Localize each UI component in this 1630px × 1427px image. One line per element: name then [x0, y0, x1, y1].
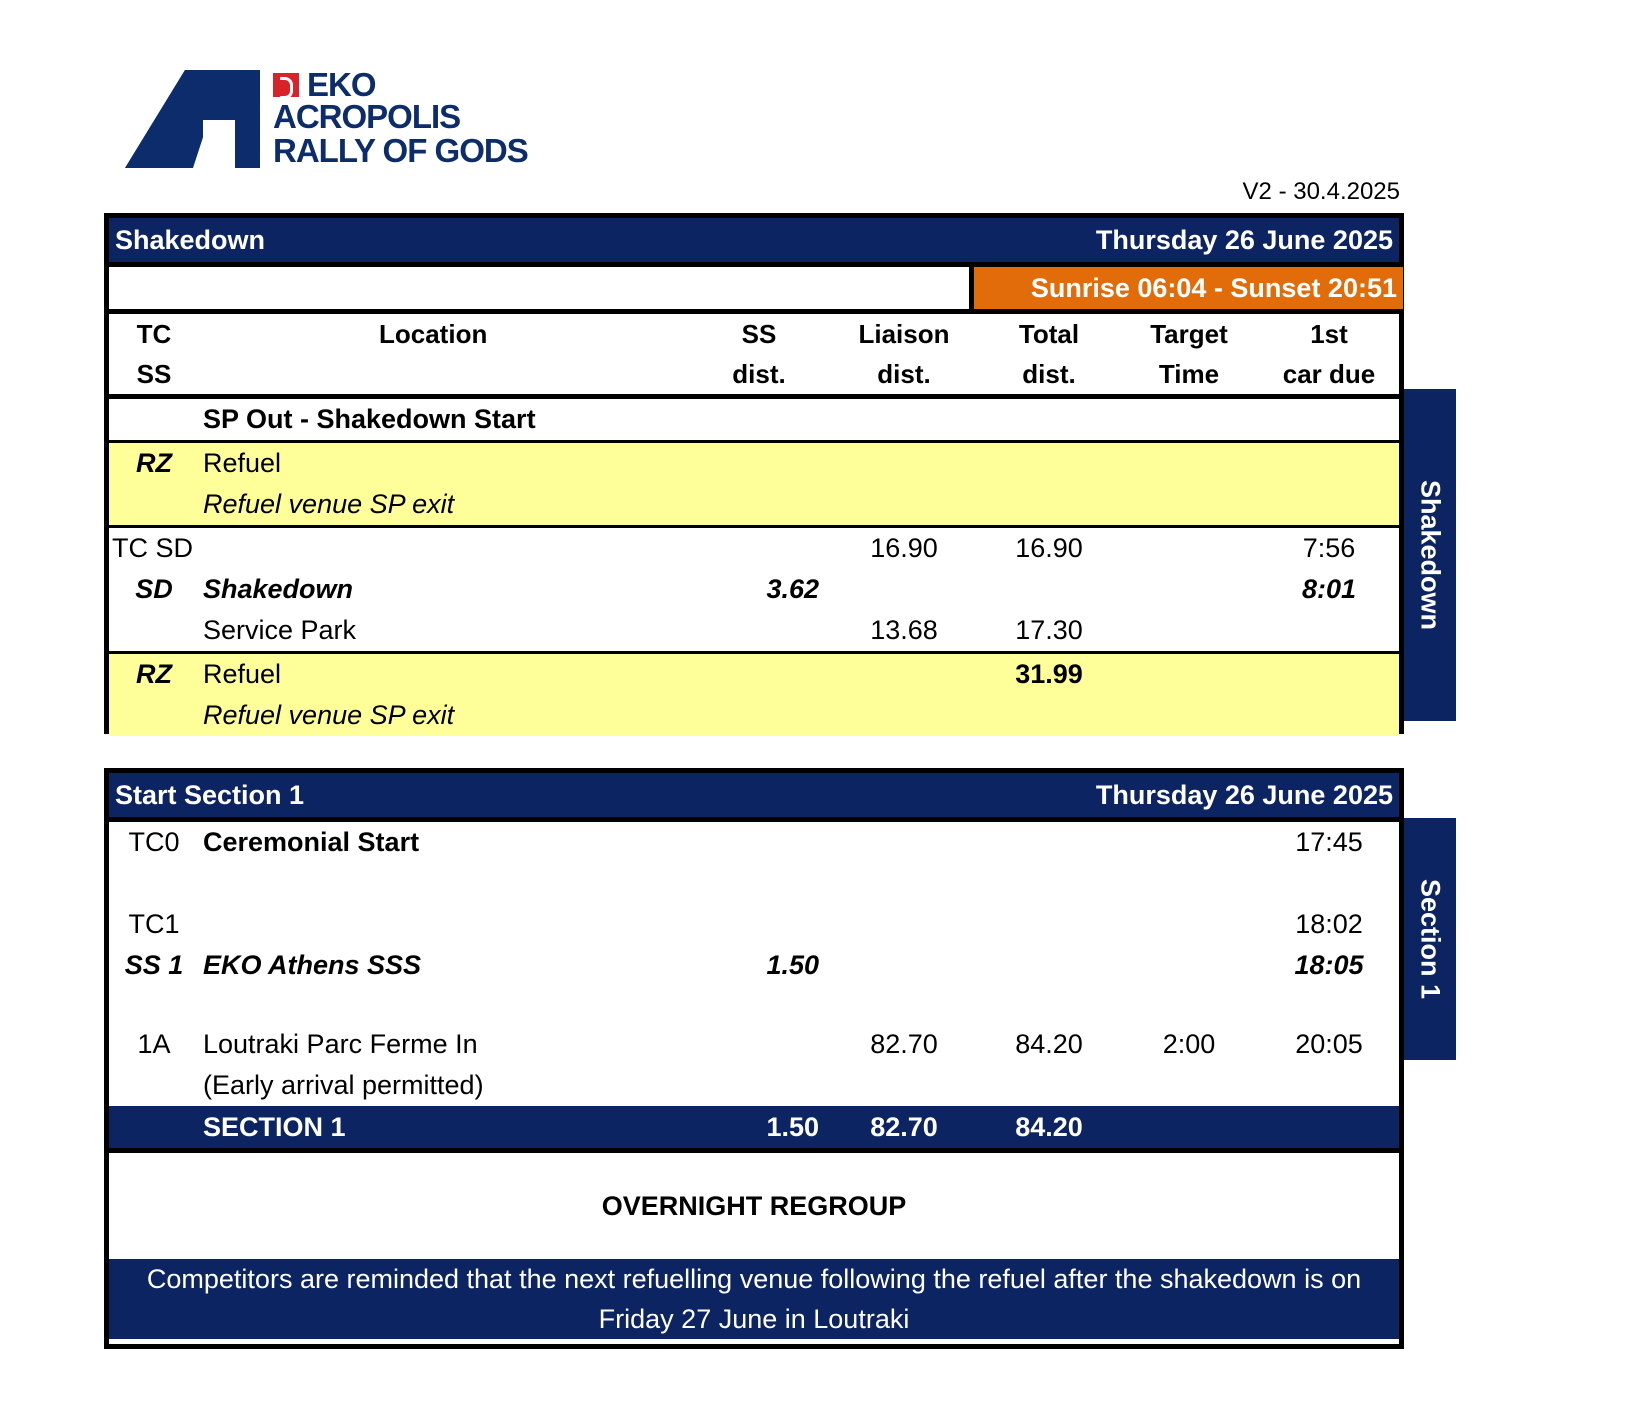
col-liaison-1: Liaison: [858, 319, 950, 349]
col-total-1: Total: [1018, 319, 1080, 349]
refuel-row: [109, 651, 1399, 736]
row-tc: TC0: [128, 827, 180, 857]
row-note: Refuel venue SP exit: [203, 700, 455, 730]
row-note: Refuel venue SP exit: [203, 489, 455, 519]
col-location: Location: [379, 319, 488, 349]
version-label: V2 - 30.4.2025: [1242, 178, 1400, 205]
row-tc: RZ: [136, 659, 172, 689]
row-tc: SS 1: [124, 950, 184, 980]
side-tab-shakedown: Shakedown: [1404, 389, 1456, 721]
row-total: 84.20: [1015, 1029, 1083, 1059]
table-row: [109, 822, 1399, 863]
row-location: Loutraki Parc Ferme In: [203, 1029, 478, 1059]
row-tc: 1A: [137, 1029, 171, 1059]
section1-header: [109, 773, 1399, 822]
col-tc: TC: [136, 319, 172, 349]
table-row: [109, 610, 1399, 651]
table-row: [109, 525, 1399, 569]
row-tc: TC SD: [112, 533, 193, 563]
logo-line1: ACROPOLIS: [273, 98, 461, 135]
row-liaison: 16.90: [870, 533, 938, 563]
row-location: SP Out - Shakedown Start: [203, 404, 536, 434]
summary-total: 84.20: [1015, 1111, 1083, 1142]
row-location: Refuel: [203, 448, 282, 478]
row-tc: RZ: [136, 448, 172, 478]
logo-line2: RALLY OF GODS: [273, 132, 528, 169]
row-total: 31.99: [1015, 659, 1083, 689]
refuel-row: [109, 440, 1399, 525]
summary-ss: 1.50: [766, 1111, 819, 1142]
col-liaison-2: dist.: [877, 359, 931, 389]
row-location: Ceremonial Start: [203, 827, 420, 857]
row-due: 7:56: [1302, 533, 1356, 563]
row-ss-dist: 3.62: [766, 574, 819, 604]
row-note: (Early arrival permitted): [203, 1070, 484, 1100]
table-row: [109, 569, 1399, 610]
row-location: EKO Athens SSS: [203, 950, 422, 980]
col-total-2: dist.: [1022, 359, 1076, 389]
row-due: 8:01: [1301, 574, 1357, 604]
row-ss-dist: 1.50: [766, 950, 819, 980]
eko-badge-icon: [273, 73, 299, 97]
row-tc: TC1: [128, 909, 180, 939]
section1-date: Thursday 26 June 2025: [1095, 779, 1393, 810]
section1-title: Start Section 1: [115, 779, 305, 810]
logo-eko: EKO: [307, 66, 376, 103]
col-target-1: Target: [1150, 319, 1228, 349]
col-ss: SS: [136, 359, 172, 389]
side-tab-section1: Section 1: [1404, 818, 1456, 1060]
col-ss-dist-2: dist.: [732, 359, 786, 389]
row-due: 18:05: [1294, 950, 1364, 980]
col-ss-dist-1: SS: [741, 319, 777, 349]
row-total: 17.30: [1015, 615, 1083, 645]
column-header: [109, 314, 1399, 399]
col-due-1: 1st: [1310, 319, 1348, 349]
table-row: [109, 904, 1399, 945]
summary-label: SECTION 1: [203, 1111, 346, 1142]
table-row: [109, 399, 1399, 440]
row-target: 2:00: [1162, 1029, 1216, 1059]
row-location: Shakedown: [203, 574, 354, 604]
rally-logo-mark-icon: [125, 70, 260, 168]
section-summary-row: [109, 1106, 1399, 1148]
table-row: [109, 945, 1399, 986]
col-target-2: Time: [1158, 359, 1220, 389]
shakedown-date: Thursday 26 June 2025: [1095, 224, 1393, 255]
row-due: 20:05: [1295, 1029, 1363, 1059]
row-due: 18:02: [1295, 909, 1363, 939]
shakedown-title: Shakedown: [115, 224, 266, 255]
table-row: [109, 1024, 1399, 1065]
sun-row: [109, 267, 1399, 314]
row-liaison: 82.70: [870, 1029, 938, 1059]
sunrise-sunset-badge: Sunrise 06:04 - Sunset 20:51: [969, 267, 1403, 309]
section1-table: [104, 768, 1404, 1349]
row-location: Refuel: [203, 659, 282, 689]
row-liaison: 13.68: [870, 615, 938, 645]
row-due: 17:45: [1295, 827, 1363, 857]
col-due-2: car due: [1282, 359, 1376, 389]
shakedown-header: [109, 218, 1399, 267]
row-location: Service Park: [203, 615, 357, 645]
refuel-notice: Competitors are reminded that the next refuelling venue following the refuel after the shakedown is on Friday 27 June in Loutraki: [109, 1259, 1399, 1339]
row-total: 16.90: [1015, 533, 1083, 563]
overnight-regroup: OVERNIGHT REGROUP: [109, 1148, 1399, 1259]
rally-logo: [125, 66, 545, 170]
row-tc: SD: [135, 574, 173, 604]
summary-liaison: 82.70: [870, 1111, 938, 1142]
shakedown-table: [104, 213, 1404, 734]
